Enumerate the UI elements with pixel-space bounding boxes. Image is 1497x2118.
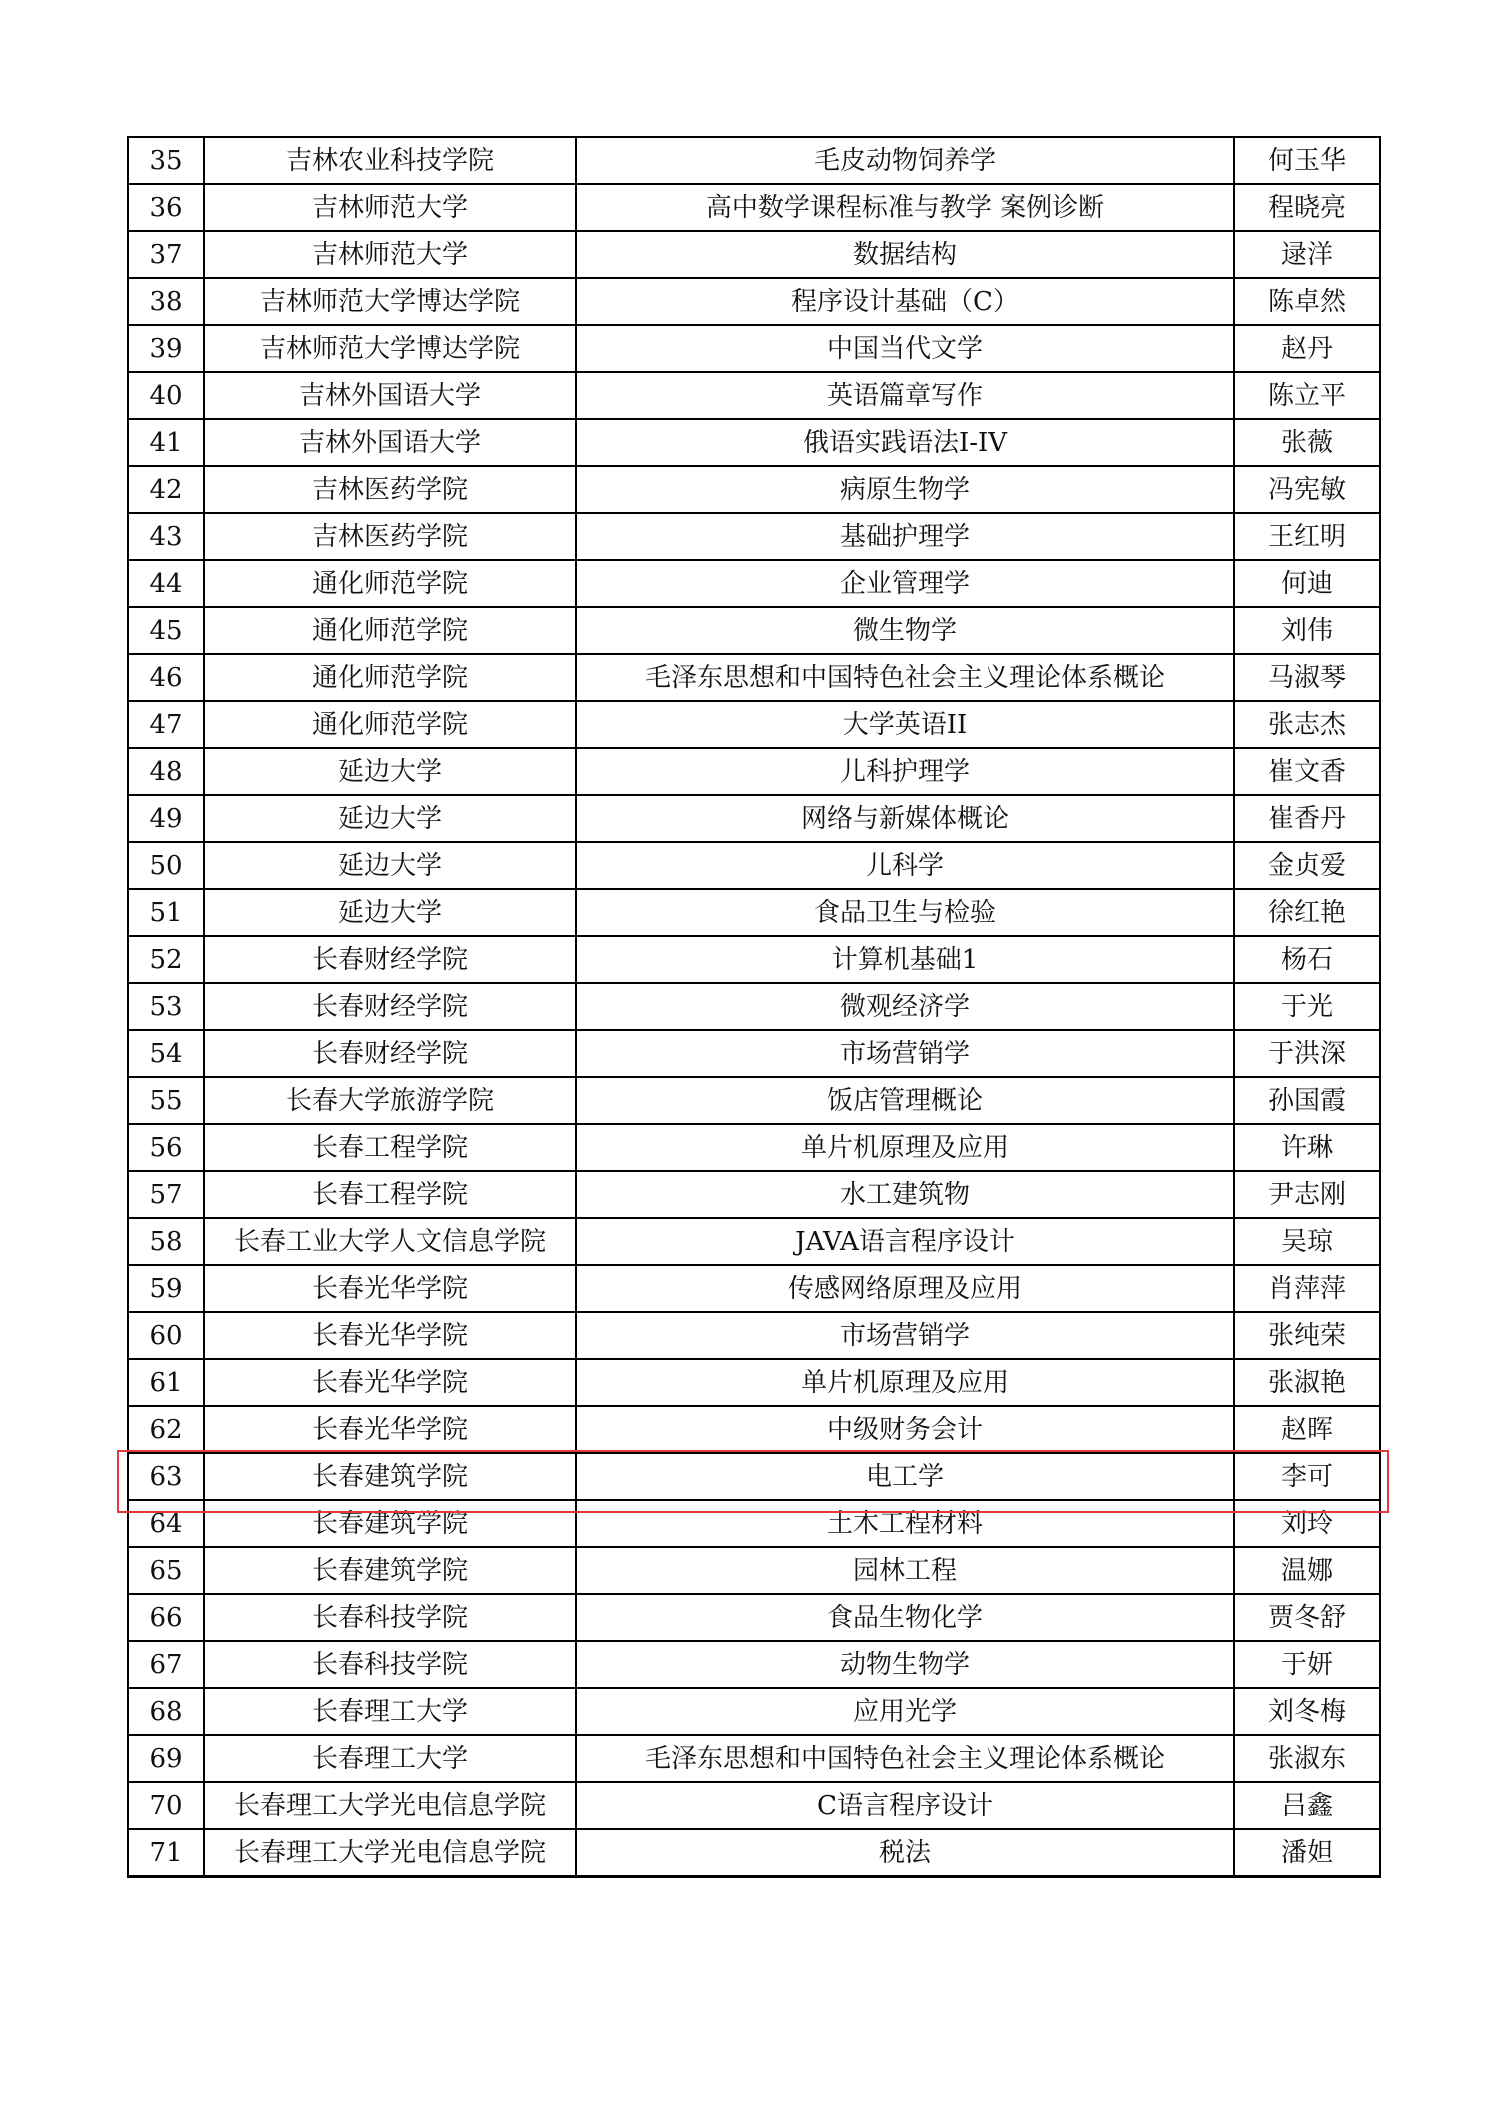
- course-name: 市场营销学: [576, 1030, 1234, 1077]
- course-name: 病原生物学: [576, 466, 1234, 513]
- school-name: 长春光华学院: [204, 1359, 576, 1406]
- row-number: 36: [128, 184, 204, 231]
- course-name: 毛皮动物饲养学: [576, 137, 1234, 184]
- school-name: 吉林师范大学: [204, 231, 576, 278]
- course-name: 饭店管理概论: [576, 1077, 1234, 1124]
- school-name: 长春建筑学院: [204, 1453, 576, 1500]
- row-number: 61: [128, 1359, 204, 1406]
- course-name: 英语篇章写作: [576, 372, 1234, 419]
- teacher-name: 金贞爱: [1234, 842, 1380, 889]
- teacher-name: 肖萍萍: [1234, 1265, 1380, 1312]
- school-name: 通化师范学院: [204, 654, 576, 701]
- row-number: 58: [128, 1218, 204, 1265]
- teacher-name: 陈立平: [1234, 372, 1380, 419]
- table-row: [128, 1594, 1380, 1641]
- course-name: 大学英语II: [576, 701, 1234, 748]
- course-name: 毛泽东思想和中国特色社会主义理论体系概论: [576, 1735, 1234, 1782]
- school-name: 长春理工大学光电信息学院: [204, 1829, 576, 1877]
- school-name: 吉林外国语大学: [204, 372, 576, 419]
- row-number: 54: [128, 1030, 204, 1077]
- row-number: 49: [128, 795, 204, 842]
- table-row: [128, 1782, 1380, 1829]
- school-name: 吉林外国语大学: [204, 419, 576, 466]
- table-row: [128, 1030, 1380, 1077]
- school-name: 吉林医药学院: [204, 513, 576, 560]
- row-number: 51: [128, 889, 204, 936]
- school-name: 通化师范学院: [204, 607, 576, 654]
- school-name: 长春大学旅游学院: [204, 1077, 576, 1124]
- school-name: 长春工程学院: [204, 1171, 576, 1218]
- teacher-name: 许琳: [1234, 1124, 1380, 1171]
- school-name: 长春光华学院: [204, 1312, 576, 1359]
- course-name: 儿科学: [576, 842, 1234, 889]
- course-name: 水工建筑物: [576, 1171, 1234, 1218]
- table-row: [128, 748, 1380, 795]
- row-number: 70: [128, 1782, 204, 1829]
- table-row: [128, 1218, 1380, 1265]
- school-name: 长春建筑学院: [204, 1547, 576, 1594]
- teacher-name: 温娜: [1234, 1547, 1380, 1594]
- school-name: 长春建筑学院: [204, 1500, 576, 1547]
- teacher-name: 刘玲: [1234, 1500, 1380, 1547]
- school-name: 吉林农业科技学院: [204, 137, 576, 184]
- teacher-name: 杨石: [1234, 936, 1380, 983]
- course-name: 税法: [576, 1829, 1234, 1877]
- course-name: C语言程序设计: [576, 1782, 1234, 1829]
- school-name: 长春工业大学人文信息学院: [204, 1218, 576, 1265]
- row-number: 50: [128, 842, 204, 889]
- teacher-name: 张薇: [1234, 419, 1380, 466]
- school-name: 吉林医药学院: [204, 466, 576, 513]
- table-row: [128, 795, 1380, 842]
- row-number: 41: [128, 419, 204, 466]
- row-number: 46: [128, 654, 204, 701]
- table-row: [128, 419, 1380, 466]
- table-row: [128, 1124, 1380, 1171]
- school-name: 吉林师范大学博达学院: [204, 278, 576, 325]
- table-row: [128, 1735, 1380, 1782]
- row-number: 40: [128, 372, 204, 419]
- course-name: 毛泽东思想和中国特色社会主义理论体系概论: [576, 654, 1234, 701]
- school-name: 长春光华学院: [204, 1265, 576, 1312]
- table-row: [128, 278, 1380, 325]
- table-row: [128, 325, 1380, 372]
- row-number: 56: [128, 1124, 204, 1171]
- course-name: 单片机原理及应用: [576, 1124, 1234, 1171]
- school-name: 长春科技学院: [204, 1594, 576, 1641]
- row-number: 48: [128, 748, 204, 795]
- teacher-name: 何玉华: [1234, 137, 1380, 184]
- teacher-name: 吕鑫: [1234, 1782, 1380, 1829]
- teacher-name: 于光: [1234, 983, 1380, 1030]
- school-name: 长春科技学院: [204, 1641, 576, 1688]
- row-number: 39: [128, 325, 204, 372]
- row-number: 52: [128, 936, 204, 983]
- teacher-name: 于洪深: [1234, 1030, 1380, 1077]
- table-row: [128, 1171, 1380, 1218]
- school-name: 长春财经学院: [204, 1030, 576, 1077]
- table-row: [128, 1500, 1380, 1547]
- teacher-name: 孙国霞: [1234, 1077, 1380, 1124]
- school-name: 延边大学: [204, 889, 576, 936]
- table-row: [128, 1077, 1380, 1124]
- row-number: 45: [128, 607, 204, 654]
- school-name: 长春财经学院: [204, 936, 576, 983]
- teacher-name: 刘冬梅: [1234, 1688, 1380, 1735]
- table-row: [128, 513, 1380, 560]
- row-number: 37: [128, 231, 204, 278]
- teacher-name: 陈卓然: [1234, 278, 1380, 325]
- teacher-name: 赵晖: [1234, 1406, 1380, 1453]
- row-number: 62: [128, 1406, 204, 1453]
- course-name: 园林工程: [576, 1547, 1234, 1594]
- table-row: [128, 1547, 1380, 1594]
- teacher-name: 李可: [1234, 1453, 1380, 1500]
- course-name: 网络与新媒体概论: [576, 795, 1234, 842]
- row-number: 42: [128, 466, 204, 513]
- row-number: 35: [128, 137, 204, 184]
- school-name: 长春光华学院: [204, 1406, 576, 1453]
- course-name: 市场营销学: [576, 1312, 1234, 1359]
- course-name: 企业管理学: [576, 560, 1234, 607]
- table-row: [128, 607, 1380, 654]
- course-name: 中国当代文学: [576, 325, 1234, 372]
- school-name: 通化师范学院: [204, 560, 576, 607]
- table-row: [128, 1406, 1380, 1453]
- school-name: 通化师范学院: [204, 701, 576, 748]
- teacher-name: 贾冬舒: [1234, 1594, 1380, 1641]
- teacher-name: 于妍: [1234, 1641, 1380, 1688]
- table-row: [128, 936, 1380, 983]
- school-name: 长春理工大学: [204, 1688, 576, 1735]
- course-name: 食品生物化学: [576, 1594, 1234, 1641]
- course-table: [127, 136, 1381, 1878]
- table-row: [128, 1829, 1380, 1877]
- row-number: 53: [128, 983, 204, 1030]
- row-number: 60: [128, 1312, 204, 1359]
- school-name: 吉林师范大学博达学院: [204, 325, 576, 372]
- school-name: 长春理工大学光电信息学院: [204, 1782, 576, 1829]
- teacher-name: 崔文香: [1234, 748, 1380, 795]
- school-name: 延边大学: [204, 795, 576, 842]
- school-name: 长春理工大学: [204, 1735, 576, 1782]
- course-name: 数据结构: [576, 231, 1234, 278]
- row-number: 44: [128, 560, 204, 607]
- row-number: 63: [128, 1453, 204, 1500]
- course-name: 应用光学: [576, 1688, 1234, 1735]
- row-number: 57: [128, 1171, 204, 1218]
- row-number: 71: [128, 1829, 204, 1877]
- table-row: [128, 983, 1380, 1030]
- course-name: 俄语实践语法I-IV: [576, 419, 1234, 466]
- teacher-name: 马淑琴: [1234, 654, 1380, 701]
- row-number: 43: [128, 513, 204, 560]
- table-row: [128, 842, 1380, 889]
- table-row: [128, 1688, 1380, 1735]
- course-name: 基础护理学: [576, 513, 1234, 560]
- course-name: JAVA语言程序设计: [576, 1218, 1234, 1265]
- teacher-name: 张志杰: [1234, 701, 1380, 748]
- school-name: 吉林师范大学: [204, 184, 576, 231]
- row-number: 47: [128, 701, 204, 748]
- row-number: 69: [128, 1735, 204, 1782]
- school-name: 长春工程学院: [204, 1124, 576, 1171]
- row-number: 65: [128, 1547, 204, 1594]
- row-number: 68: [128, 1688, 204, 1735]
- teacher-name: 张纯荣: [1234, 1312, 1380, 1359]
- teacher-name: 吴琼: [1234, 1218, 1380, 1265]
- row-number: 55: [128, 1077, 204, 1124]
- course-name: 儿科护理学: [576, 748, 1234, 795]
- teacher-name: 程晓亮: [1234, 184, 1380, 231]
- table-row: [128, 1265, 1380, 1312]
- course-name: 土木工程材料: [576, 1500, 1234, 1547]
- teacher-name: 王红明: [1234, 513, 1380, 560]
- table-row: [128, 701, 1380, 748]
- table-row: [128, 560, 1380, 607]
- course-name: 单片机原理及应用: [576, 1359, 1234, 1406]
- course-name: 中级财务会计: [576, 1406, 1234, 1453]
- school-name: 长春财经学院: [204, 983, 576, 1030]
- table-row: [128, 1359, 1380, 1406]
- course-table-body: [128, 137, 1380, 1877]
- teacher-name: 冯宪敏: [1234, 466, 1380, 513]
- teacher-name: 刘伟: [1234, 607, 1380, 654]
- table-row: [128, 889, 1380, 936]
- teacher-name: 何迪: [1234, 560, 1380, 607]
- course-name: 微观经济学: [576, 983, 1234, 1030]
- teacher-name: 潘妲: [1234, 1829, 1380, 1877]
- teacher-name: 张淑艳: [1234, 1359, 1380, 1406]
- table-row: [128, 466, 1380, 513]
- school-name: 延边大学: [204, 842, 576, 889]
- row-number: 64: [128, 1500, 204, 1547]
- school-name: 延边大学: [204, 748, 576, 795]
- course-name: 高中数学课程标准与教学 案例诊断: [576, 184, 1234, 231]
- teacher-name: 逯洋: [1234, 231, 1380, 278]
- table-row: [128, 184, 1380, 231]
- teacher-name: 徐红艳: [1234, 889, 1380, 936]
- table-row: [128, 137, 1380, 184]
- course-name: 动物生物学: [576, 1641, 1234, 1688]
- course-name: 食品卫生与检验: [576, 889, 1234, 936]
- table-row: [128, 1312, 1380, 1359]
- teacher-name: 张淑东: [1234, 1735, 1380, 1782]
- row-number: 59: [128, 1265, 204, 1312]
- course-name: 传感网络原理及应用: [576, 1265, 1234, 1312]
- table-row: [128, 372, 1380, 419]
- course-name: 程序设计基础（C）: [576, 278, 1234, 325]
- teacher-name: 崔香丹: [1234, 795, 1380, 842]
- teacher-name: 尹志刚: [1234, 1171, 1380, 1218]
- course-name: 电工学: [576, 1453, 1234, 1500]
- table-row: [128, 654, 1380, 701]
- row-number: 67: [128, 1641, 204, 1688]
- row-number: 66: [128, 1594, 204, 1641]
- course-name: 微生物学: [576, 607, 1234, 654]
- teacher-name: 赵丹: [1234, 325, 1380, 372]
- course-name: 计算机基础1: [576, 936, 1234, 983]
- table-row: [128, 231, 1380, 278]
- table-row: [128, 1641, 1380, 1688]
- table-row: [128, 1453, 1380, 1500]
- row-number: 38: [128, 278, 204, 325]
